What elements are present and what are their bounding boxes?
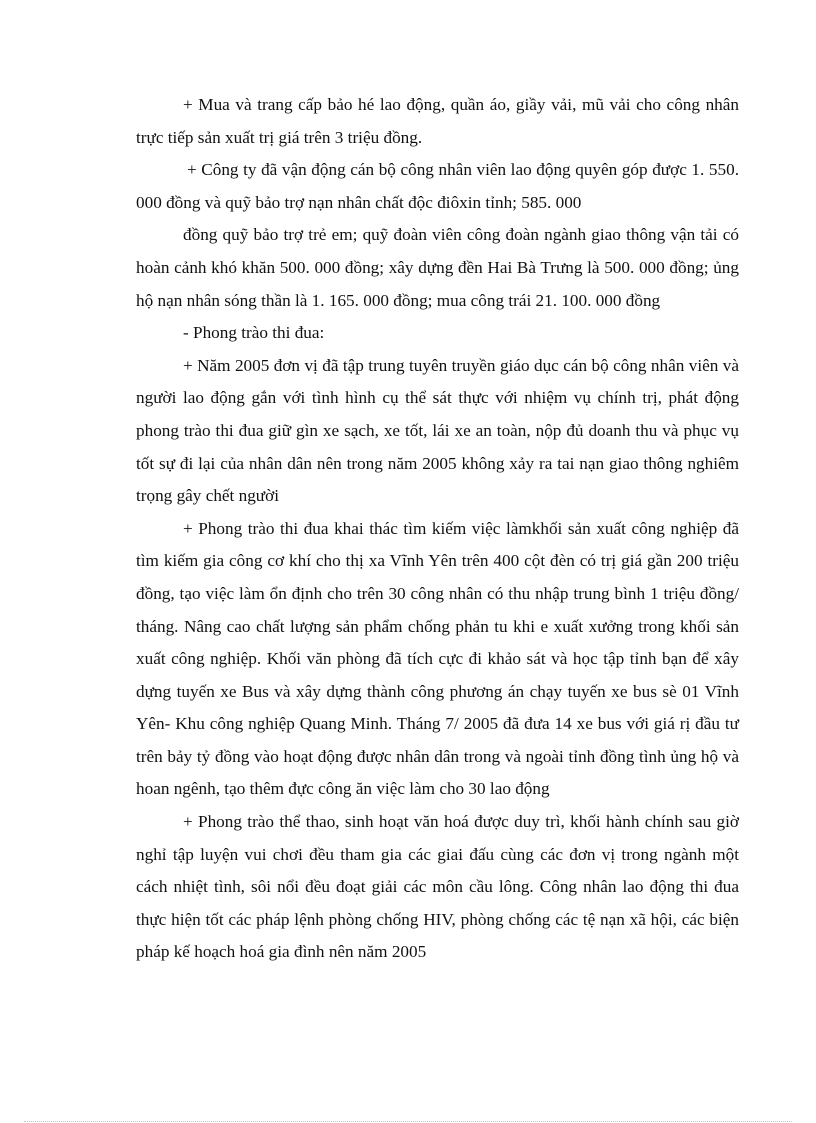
- paragraph-year-2005: + Năm 2005 đơn vị đã tập trung tuyên truyền giáo dục cán bộ công nhân viên và người lao động gắn với tình hình cụ thể sát thực với nhiệm vụ chính trị, phát động phong trào thi đua giữ gìn xe sạch, xe tốt, lái xe an toàn, nộp đủ doanh thu và phục vụ tốt sự đi lại của nhân dân nên trong năm 2005 không xảy ra tai nạn giao thông nghiêm trọng gây chết người: [136, 355, 739, 506]
- paragraph-emulation-heading: - Phong trào thi đua:: [183, 323, 325, 343]
- document-body: [136, 89, 739, 969]
- page-bottom-divider: [24, 1121, 792, 1122]
- paragraph-donations: + Công ty đã vận động cán bộ công nhân viên lao động quyên góp được 1. 550. 000 đồng và quỹ bảo trợ nạn nhân chất độc điôxin tỉnh; 585. 000: [136, 160, 739, 212]
- paragraph-job-search: + Phong trào thi đua khai thác tìm kiếm việc làmkhối sản xuất công nghiệp đã tìm kiếm gia công cơ khí cho thị xa Vĩnh Yên trên 400 cột đèn có trị giá gần 200 triệu đồng, tạo việc làm ổn định cho trên 30 công nhân có thu nhập trung bình 1 triệu đồng/ tháng. Nâng cao chất lượng sản phẩm chống phản tu khi e xuất xưởng trong khối sản xuất công nghiệp. Khối văn phòng đã tích cực đi khảo sát và học tập tỉnh bạn để xây dựng tuyến xe Bus và xây dựng thành công phương án chạy tuyến xe bus sè 01 Vĩnh Yên- Khu công nghiệp Quang Minh. Tháng 7/ 2005 đã đưa 14 xe bus với giá rị đầu tư trên bảy tỷ đồng vào hoạt động được nhân dân trong và ngoài tỉnh đồng tình ủng hộ và hoan ngênh, tạo thêm đực công ăn việc làm cho 30 lao động: [136, 518, 739, 799]
- paragraph-protective-equipment: + Mua và trang cấp bảo hé lao động, quần áo, giầy vải, mũ vải cho công nhân trực tiếp sản xuất trị giá trên 3 triệu đồng.: [136, 95, 739, 147]
- paragraph-funds: đồng quỹ bảo trợ trẻ em; quỹ đoàn viên công đoàn ngành giao thông vận tải có hoàn cảnh khó khăn 500. 000 đồng; xây dựng đền Hai Bà Trưng là 500. 000 đồng; ủng hộ nạn nhân sóng thần là 1. 165. 000 đồng; mua công trái 21. 100. 000 đồng: [136, 225, 739, 310]
- paragraph-sports-culture: + Phong trào thể thao, sinh hoạt văn hoá được duy trì, khối hành chính sau giờ nghỉ tập luyện vui chơi đều tham gia các giai đấu cùng các đơn vị trong ngành một cách nhiệt tình, sôi nổi đều đoạt giải các môn cầu lông. Công nhân lao động thi đua thực hiện tốt các pháp lệnh phòng chống HIV, phòng chống các tệ nạn xã hội, các biện pháp kế hoạch hoá gia đình nên năm 2005: [136, 812, 739, 962]
